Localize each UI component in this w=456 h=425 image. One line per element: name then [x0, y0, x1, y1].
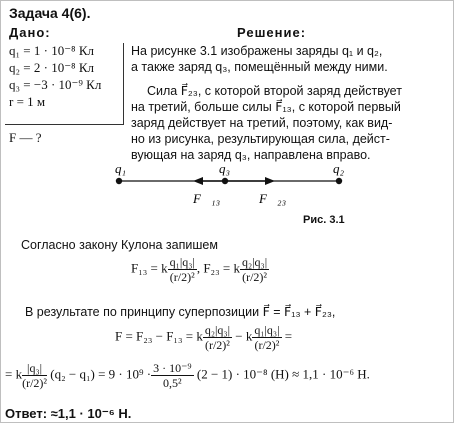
solution-p2-line1: Сила F⃗₂₃, с которой второй заряд действует [147, 84, 402, 98]
eq2-end: (2 − 1) · 10⁻⁸ (Н) ≈ 1,1 · 10⁻⁶ Н. [196, 366, 370, 382]
solution-heading: Решение: [237, 25, 307, 40]
f13-den: (r/2)² [169, 270, 195, 284]
eq1-num1: q₂|q₃| [204, 323, 230, 337]
given-r: r = 1 м [9, 94, 46, 109]
superposition-eq1 [115, 323, 292, 352]
figure-caption: Рис. 3.1 [303, 214, 345, 226]
f13-fraction [168, 255, 197, 284]
eq2-den: (r/2)² [22, 376, 48, 390]
eq1-den1: (r/2)² [204, 338, 230, 352]
answer-line: Ответ: ≈1,1 · 10⁻⁶ Н. [5, 406, 132, 421]
solution-p1-line2: а также заряд q₃, помещённый между ними. [131, 60, 388, 74]
given-box [5, 43, 124, 125]
solution-p1-line1: На рисунке 3.1 изображены заряды q₁ и q₂, [131, 44, 383, 58]
eq2-den2: 0,5² [163, 376, 182, 390]
eq1-lhs: F = F₂₃ − F₁₃ = k [115, 328, 203, 344]
eq2-frac2 [151, 361, 194, 390]
given-q3: q₃ = −3 · 10⁻⁹ Кл [9, 77, 102, 92]
eq1-frac1 [203, 323, 232, 352]
coulomb-text: Согласно закону Кулона запишем [21, 238, 218, 252]
given-heading: Дано: [9, 25, 51, 40]
given-q2: q₂ = 2 · 10⁻⁸ Кл [9, 60, 94, 75]
given-q1: q₁ = 1 · 10⁻⁸ Кл [9, 43, 94, 58]
f23-lhs: , F₂₃ = k [196, 260, 240, 276]
charge-q2-dot [336, 178, 342, 184]
eq2-num: |q₃| [22, 361, 47, 376]
arrow-f23-head [265, 177, 275, 185]
f23-den: (r/2)² [242, 270, 267, 284]
eq1-end: = [284, 328, 293, 344]
solution-p2-line5: вующая на заряд q₃, направлена вправо. [131, 148, 371, 162]
eq1-frac2 [252, 323, 281, 352]
label-q3: q₃ [219, 161, 231, 176]
eq2-mid: (q₂ − q₁) = 9 · 10⁹ · [50, 366, 152, 382]
task-title: Задача 4(6). [9, 5, 91, 21]
solution-p2-line4: но из рисунка, результирующая сила, дейст- [131, 132, 390, 146]
eq1-num2: q₁|q₃| [254, 323, 280, 337]
label-f23: F⃗₂₃ [259, 191, 287, 206]
label-f13: F⃗₁₃ [193, 191, 221, 206]
f13-lhs: F₁₃ = k [131, 260, 168, 276]
arrow-f13-head [193, 177, 203, 185]
eq1-mid: − k [235, 328, 253, 344]
find-line: F — ? [9, 130, 42, 145]
eq2-lhs: = k [5, 366, 23, 382]
solution-p2-line2: на третий, больше силы F⃗₁₃, с которой первый [131, 100, 401, 114]
superposition-eq2 [5, 361, 370, 390]
charge-q1-dot [116, 178, 122, 184]
coulomb-formulas [131, 255, 269, 284]
superposition-text: В результате по принципу суперпозиции F⃗ = F⃗₁₃ + F⃗₂₃, [25, 305, 336, 319]
f13-num: q₁|q₃| [169, 255, 195, 269]
f23-num: q₂|q₃| [241, 255, 268, 269]
label-q1: q₁ [115, 161, 127, 176]
solution-p2-line3: заряд действует на третий, поэтому, как вид- [131, 116, 393, 130]
eq2-frac1 [22, 361, 47, 390]
eq2-num2: 3 · 10⁻⁹ [153, 361, 192, 375]
f23-fraction [240, 255, 269, 284]
given-divider [5, 124, 124, 125]
label-q2: q₂ [333, 161, 345, 176]
eq1-den2: (r/2)² [254, 338, 280, 352]
